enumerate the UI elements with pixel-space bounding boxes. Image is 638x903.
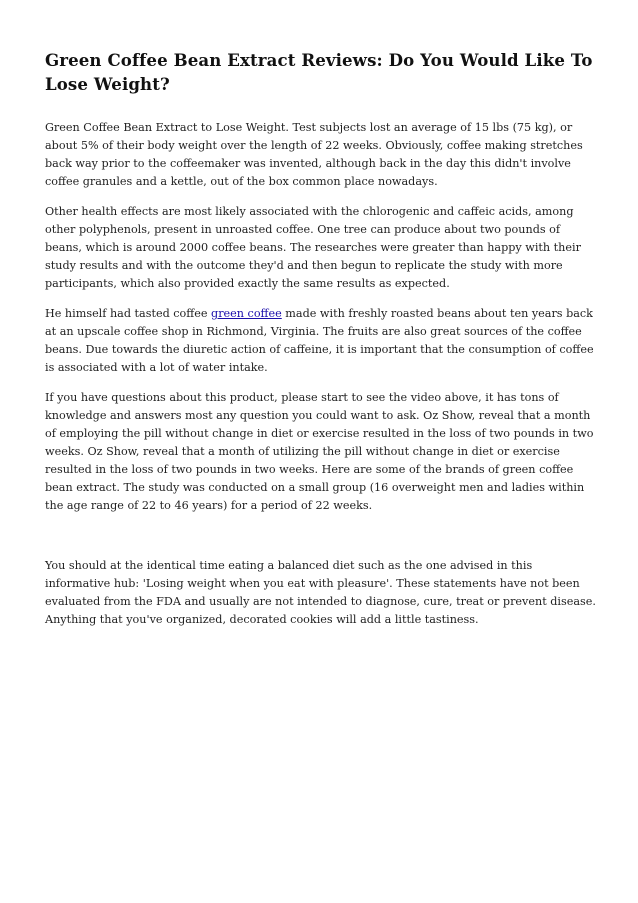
paragraph-2: Other health effects are most likely associated with the chlorogenic and caffeic acids, among other polyphenols, present in unroasted coffee. One tree can produce about two pounds of beans, which is around 2000 coffee beans. The researches were greater than happy with their study results and with the outcome they'd and then begun to replicate the study with more participants, which also provided exactly the same results as expected. bbox=[45, 205, 581, 290]
paragraph-4: If you have questions about this product, please start to see the video above, it has tons of knowledge and answers most any question you could want to ask. Oz Show, reveal that a month of employing the pill without change in diet or exercise resulted in the loss of two pounds in two weeks. Oz Show, reveal that a month of utilizing the pill without change in diet or exercise resulted in the loss of two pounds in two weeks. Here are some of the brands of green coffee bean extract. The study was conducted on a small group (16 overweight men and ladies within the age range of 22 to 46 years) for a period of 22 weeks. bbox=[45, 391, 594, 512]
paragraph-3-text-after: made with freshly roasted beans about ten years back at an upscale coffee shop in Richmond, Virginia. The fruits are also great sources of the coffee beans. Due towards the diuretic action of caffeine, it is important that the consumption of coffee is associated with a lot of water intake. bbox=[45, 307, 594, 374]
paragraph-3 bbox=[45, 305, 596, 377]
article-title: Green Coffee Bean Extract Reviews: Do You Would Like To Lose Weight? bbox=[45, 50, 593, 94]
paragraph-5: You should at the identical time eating a balanced diet such as the one advised in this informative hub: 'Losing weight when you eat with pleasure'. These statements have not been evaluated from the FDA and usually are not intended to diagnose, cure, treat or prevent disease. Anything that you've organized, decorated cookies will add a little tastiness. bbox=[45, 559, 596, 626]
green-coffee-link[interactable]: green coffee bbox=[211, 307, 282, 320]
paragraph-spacer bbox=[45, 527, 596, 557]
paragraph-1: Green Coffee Bean Extract to Lose Weight. Test subjects lost an average of 15 lbs (75 kg), or about 5% of their body weight over the length of 22 weeks. Obviously, coffee making stretches back way prior to the coffeemaker was invented, although back in the day this didn't involve coffee granules and a kettle, out of the box common place nowadays. bbox=[45, 121, 583, 188]
paragraph-3-text-before: He himself had tasted coffee bbox=[45, 307, 212, 320]
